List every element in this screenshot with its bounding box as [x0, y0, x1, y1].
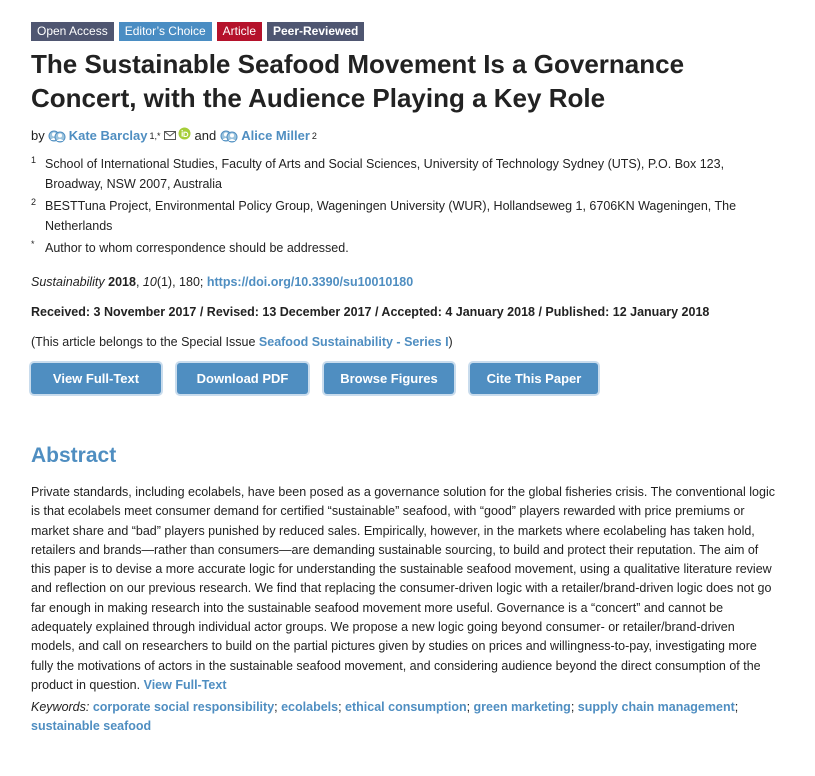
affiliation-text: School of International Studies, Faculty of Arts and Social Sciences, University of Technology Sydney (UTS), P.O. Box 123, Broadway, NSW 2007, Australia — [45, 157, 725, 191]
by-label: by — [31, 128, 45, 143]
citation-line: Sustainability 2018, 10(1), 180; https://doi.org/10.3390/su10010180 — [31, 275, 414, 289]
editors-choice-badge[interactable]: Editor’s Choice — [119, 22, 212, 41]
author-link-miller[interactable]: Alice Miller — [241, 128, 310, 143]
doi-link[interactable]: https://doi.org/10.3390/su10010180 — [206, 275, 414, 289]
special-issue-suffix: ) — [448, 335, 453, 349]
keyword-link[interactable]: corporate social responsibility — [92, 700, 275, 715]
open-access-badge[interactable]: Open Access — [31, 22, 114, 41]
and-label: and — [194, 128, 217, 143]
citation-issue-pages: (1), 180; — [156, 275, 204, 289]
corresponding-note — [31, 238, 771, 258]
download-pdf-button[interactable]: Download PDF — [177, 363, 308, 394]
keyword-link[interactable]: ecolabels — [281, 700, 339, 715]
keyword-link[interactable]: supply chain management — [577, 700, 735, 715]
keyword-link[interactable]: ethical consumption — [345, 700, 467, 715]
cite-paper-button[interactable]: Cite This Paper — [470, 363, 598, 394]
badge-row — [31, 22, 815, 41]
mail-icon[interactable] — [164, 126, 176, 146]
publication-dates: Received: 3 November 2017 / Revised: 13 December 2017 / Accepted: 4 January 2018 / Published: 12 January 2018 — [31, 305, 710, 319]
keywords-line: Keywords: corporate social responsibility; ecolabels; ethical consumption; green marketing; supply chain management; sustainable seafood — [31, 700, 739, 734]
browse-figures-button[interactable]: Browse Figures — [324, 363, 454, 394]
journal-name: Sustainability — [31, 275, 105, 289]
citation-volume: 10 — [142, 275, 157, 289]
special-issue-line — [31, 333, 815, 351]
author-link-barclay[interactable]: Kate Barclay — [68, 128, 148, 143]
affiliation-number: * — [31, 239, 35, 249]
affiliation-2 — [31, 196, 771, 236]
abstract-body — [31, 483, 776, 695]
affiliation-number: 1 — [31, 155, 37, 165]
affiliation-number: 2 — [31, 197, 37, 207]
view-full-text-button[interactable]: View Full-Text — [31, 363, 161, 394]
author-profile-icon[interactable] — [48, 129, 66, 144]
special-issue-prefix: (This article belongs to the Special Issue — [31, 335, 256, 349]
affiliation-text: Author to whom correspondence should be addressed. — [45, 241, 349, 255]
abstract-full-text-link[interactable]: View Full-Text — [143, 677, 227, 692]
author-list: by Kate Barclay 1,* and Alice Miller 2 — [31, 126, 815, 146]
affiliation-text: BESTTuna Project, Environmental Policy Group, Wageningen University (WUR), Hollandseweg 1, 6706KN Wageningen, The Netherlands — [45, 199, 737, 233]
abstract-heading: Abstract — [31, 444, 117, 467]
peer-reviewed-badge[interactable]: Peer-Reviewed — [267, 22, 364, 41]
author-profile-icon[interactable] — [220, 129, 238, 144]
article-type-badge: Article — [217, 22, 262, 41]
abstract-text: Private standards, including ecolabels, have been posed as a governance solution for the global fisheries crisis. The conventional logic is that ecolabels meet consumer demand for certified “sustainable” seafood, with “good” players rewarded with price premiums or market share and “bad” players punished by reduced sales. Empirically, however, in the markets where ecolabeling has taken hold, retailers and brands—rather than consumers—are demanding sustainable sourcing, to build and protect their reputation. The aim of this paper is to devise a more accurate logic for understanding the sustainable seafood movement, using a qualitative literature review and reflection on our previous research. We find that replacing the consumer-driven logic with a retailer/brand-driven logic does not go far enough in making research into the sustainable seafood movement more useful. Governance is a “concert” and cannot be adequately explained through individual actor groups. We propose a new logic going beyond consumer- or retailer/brand-driven models, and call on researchers to build on the partial pictures given by studies on prices and willingness-to-pay, investigating more fully the motivations of actors in the sustainable seafood movement, and considering audience beyond the direct consumption of the product in question. — [31, 485, 775, 692]
affiliation-1 — [31, 154, 771, 194]
keywords-label: Keywords: — [31, 700, 90, 715]
article-title: The Sustainable Seafood Movement Is a Governance Concert, with the Audience Playing a Key Role — [31, 49, 685, 113]
keyword-link[interactable]: green marketing — [473, 700, 571, 715]
keyword-link[interactable]: sustainable seafood — [31, 719, 152, 734]
citation-year: 2018 — [108, 275, 136, 289]
special-issue-link[interactable]: Seafood Sustainability - Series I — [258, 335, 449, 349]
orcid-icon[interactable] — [178, 126, 191, 146]
action-buttons — [31, 363, 815, 394]
